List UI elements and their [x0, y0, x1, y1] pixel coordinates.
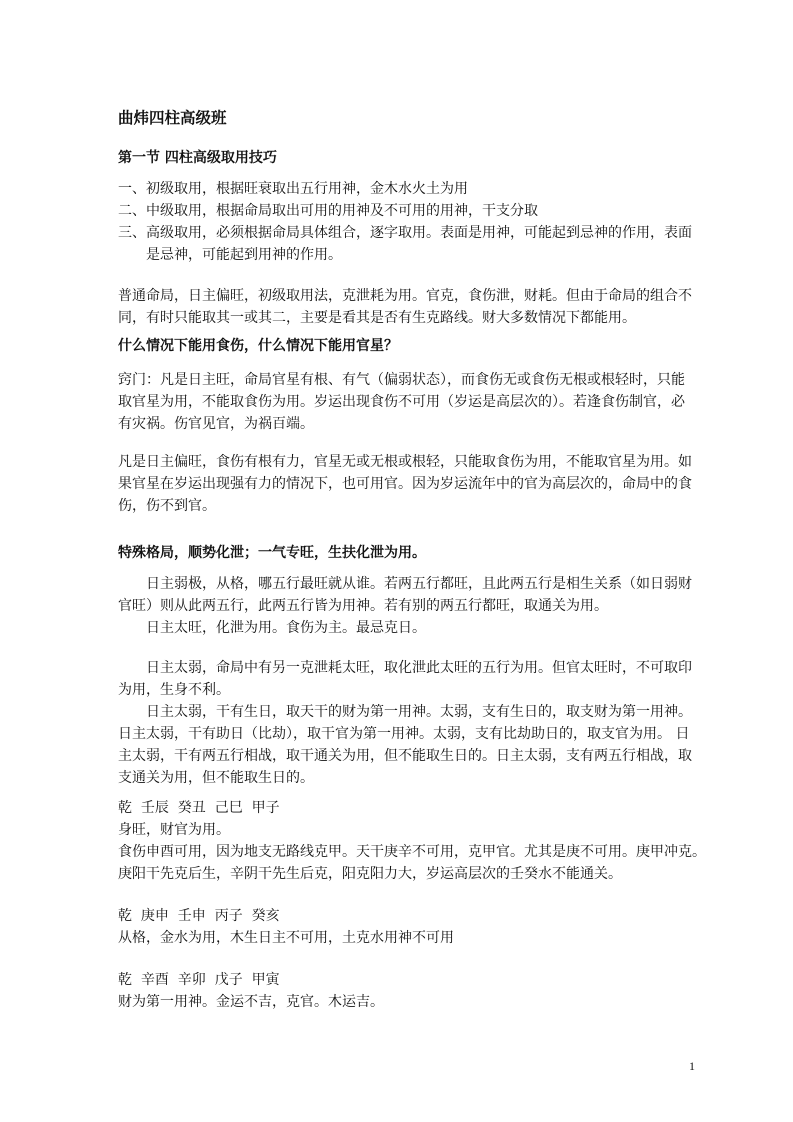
paragraph-line: 普通命局，日主偏旺，初级取用法，克泄耗为用。官克，食伤泄，财耗。但由于命局的组合不	[118, 288, 692, 304]
case-pillars: 乾 壬辰 癸丑 己巳 甲子	[118, 800, 280, 816]
case-line: 从格，金水为用，木生日主不可用，土克水用神不可用	[118, 930, 454, 946]
case-pillars: 乾 辛酉 辛卯 戊子 甲寅	[118, 972, 280, 988]
case-line: 身旺，财官为用。	[118, 822, 230, 838]
section-heading: 第一节 四柱高级取用技巧	[118, 150, 277, 166]
list-item-continuation: 是忌神，可能起到用神的作用。	[146, 247, 342, 263]
paragraph-line: 日主弱极，从格，哪五行最旺就从谁。若两五行都旺，且此两五行是相生关系（如日弱财	[146, 576, 692, 592]
special-heading: 特殊格局，顺势化泄；一气专旺，生扶化泄为用。	[118, 545, 426, 561]
paragraph-line: 窍门：凡是日主旺，命局官星有根、有气（偏弱状态），而食伤无或食伤无根或根轻时，只能	[118, 372, 685, 388]
list-item: 二、中级取用，根据命局取出可用的用神及不可用的用神，干支分取	[118, 203, 538, 219]
paragraph-line: 取官星为用，不能取食伤为用。岁运出现食伤不可用（岁运是高层次的）。若逢食伤制官，必	[118, 394, 685, 410]
paragraph-line: 官旺）则从此两五行，此两五行皆为用神。若有别的两五行都旺，取通关为用。	[118, 598, 608, 614]
list-item: 一、初级取用，根据旺衰取出五行用神，金木水火土为用	[118, 181, 468, 197]
document-title: 曲炜四柱高级班	[118, 109, 227, 127]
paragraph-line: 果官星在岁运出现强有力的情况下，也可用官。因为岁运流年中的官为高层次的，命局中的食	[118, 476, 692, 492]
case-line: 庚阳干先克后生，辛阴干先生后克，阳克阳力大，岁运高层次的壬癸水不能通关。	[118, 866, 622, 882]
paragraph-line: 日主太弱，干有助日（比劫），取干官为第一用神。太弱，支有比劫助日的，取支官为用。 日	[118, 726, 690, 742]
page-number: 1	[689, 1059, 695, 1073]
paragraph-line: 为用，生身不利。	[118, 682, 230, 698]
case-pillars: 乾 庚申 壬申 丙子 癸亥	[118, 908, 280, 924]
paragraph-line: 主太弱，干有两五行相战，取干通关为用，但不能取生日的。日主太弱，支有两五行相战，取	[118, 748, 692, 764]
list-item: 三、高级取用，必须根据命局具体组合，逐字取用。表面是用神，可能起到忌神的作用，表面	[118, 225, 692, 241]
paragraph-line: 支通关为用，但不能取生日的。	[118, 770, 314, 786]
paragraph-line: 伤，伤不到官。	[118, 498, 216, 514]
paragraph-line: 有灾祸。伤官见官，为祸百端。	[118, 416, 314, 432]
case-line: 食伤申酉可用，因为地支无路线克甲。天干庚辛不可用，克甲官。尤其是庚不可用。庚甲冲克。	[118, 844, 706, 860]
case-line: 财为第一用神。金运不吉，克官。木运吉。	[118, 994, 384, 1010]
paragraph-line: 日主太弱，干有生日，取天干的财为第一用神。太弱，支有生日的，取支财为第一用神。	[146, 704, 692, 720]
paragraph-line: 同，有时只能取其一或其二，主要是看其是否有生克路线。财大多数情况下都能用。	[118, 310, 636, 326]
paragraph-line: 凡是日主偏旺，食伤有根有力，官星无或无根或根轻，只能取食伤为用，不能取官星为用。如	[118, 454, 692, 470]
paragraph-line: 日主太旺，化泄为用。食伤为主。最忌克日。	[146, 620, 426, 636]
paragraph-line: 日主太弱，命局中有另一克泄耗太旺，取化泄此太旺的五行为用。但官太旺时，不可取印	[146, 660, 692, 676]
question-heading: 什么情况下能用食伤，什么情况下能用官星？	[118, 338, 398, 354]
